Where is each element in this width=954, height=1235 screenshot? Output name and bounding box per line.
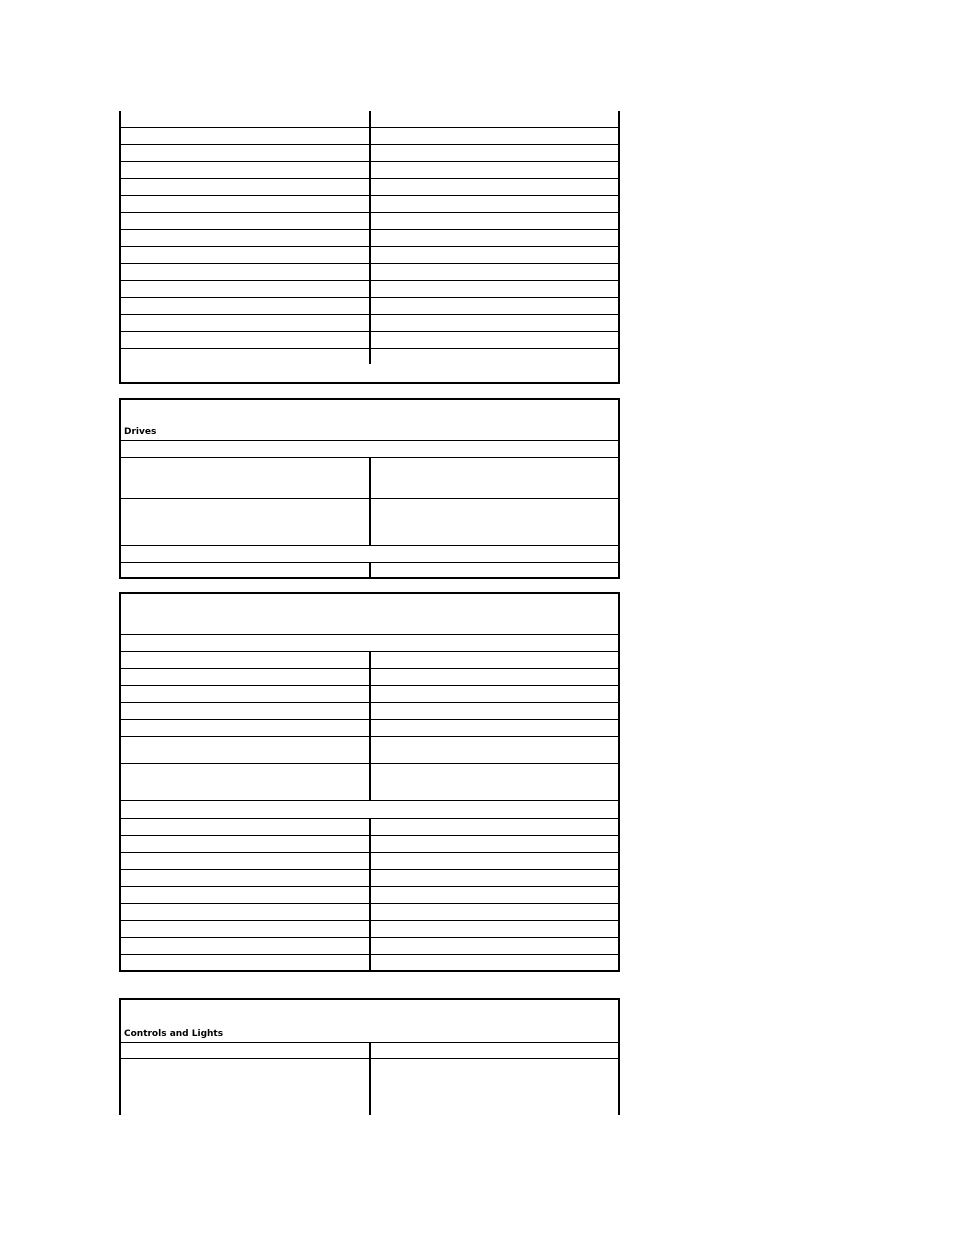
drives-table bbox=[119, 398, 620, 579]
table-row bbox=[121, 954, 618, 970]
table-row bbox=[121, 562, 618, 577]
table-row bbox=[121, 111, 618, 127]
table-row bbox=[121, 634, 618, 651]
table-row bbox=[121, 314, 618, 331]
table-row bbox=[121, 920, 618, 937]
table-row bbox=[121, 229, 618, 246]
table-row bbox=[121, 800, 618, 818]
spec-table bbox=[119, 592, 620, 972]
table-row bbox=[121, 144, 618, 161]
table-row bbox=[121, 161, 618, 178]
table-row bbox=[121, 702, 618, 719]
table-row bbox=[121, 331, 618, 348]
table-row bbox=[121, 937, 618, 954]
spec-table-continued bbox=[119, 111, 620, 384]
table-row bbox=[121, 886, 618, 903]
table-row bbox=[121, 297, 618, 314]
table-row bbox=[121, 818, 618, 835]
table-row bbox=[121, 280, 618, 297]
table-row bbox=[121, 127, 618, 144]
table-row bbox=[121, 685, 618, 702]
table-row bbox=[121, 195, 618, 212]
table-row bbox=[121, 440, 618, 457]
table-row bbox=[121, 835, 618, 852]
table-row bbox=[121, 498, 618, 545]
table-row bbox=[121, 348, 618, 364]
controls-and-lights-table bbox=[119, 998, 620, 1115]
table-row bbox=[121, 1042, 618, 1058]
section-title-controls-and-lights: Controls and Lights bbox=[124, 1029, 224, 1039]
table-row bbox=[121, 719, 618, 736]
table-row bbox=[121, 903, 618, 920]
table-row bbox=[121, 263, 618, 280]
table-row bbox=[121, 1058, 618, 1115]
table-row bbox=[121, 178, 618, 195]
table-row bbox=[121, 763, 618, 800]
table-row bbox=[121, 246, 618, 263]
table-row bbox=[121, 736, 618, 763]
section-header bbox=[121, 1000, 618, 1042]
table-row bbox=[121, 651, 618, 668]
table-row bbox=[121, 852, 618, 869]
table-row bbox=[121, 869, 618, 886]
section-header bbox=[121, 594, 618, 634]
table-row bbox=[121, 545, 618, 562]
table-row bbox=[121, 212, 618, 229]
table-row bbox=[121, 457, 618, 498]
section-header bbox=[121, 400, 618, 440]
section-title-drives: Drives bbox=[124, 427, 157, 437]
table-row bbox=[121, 668, 618, 685]
